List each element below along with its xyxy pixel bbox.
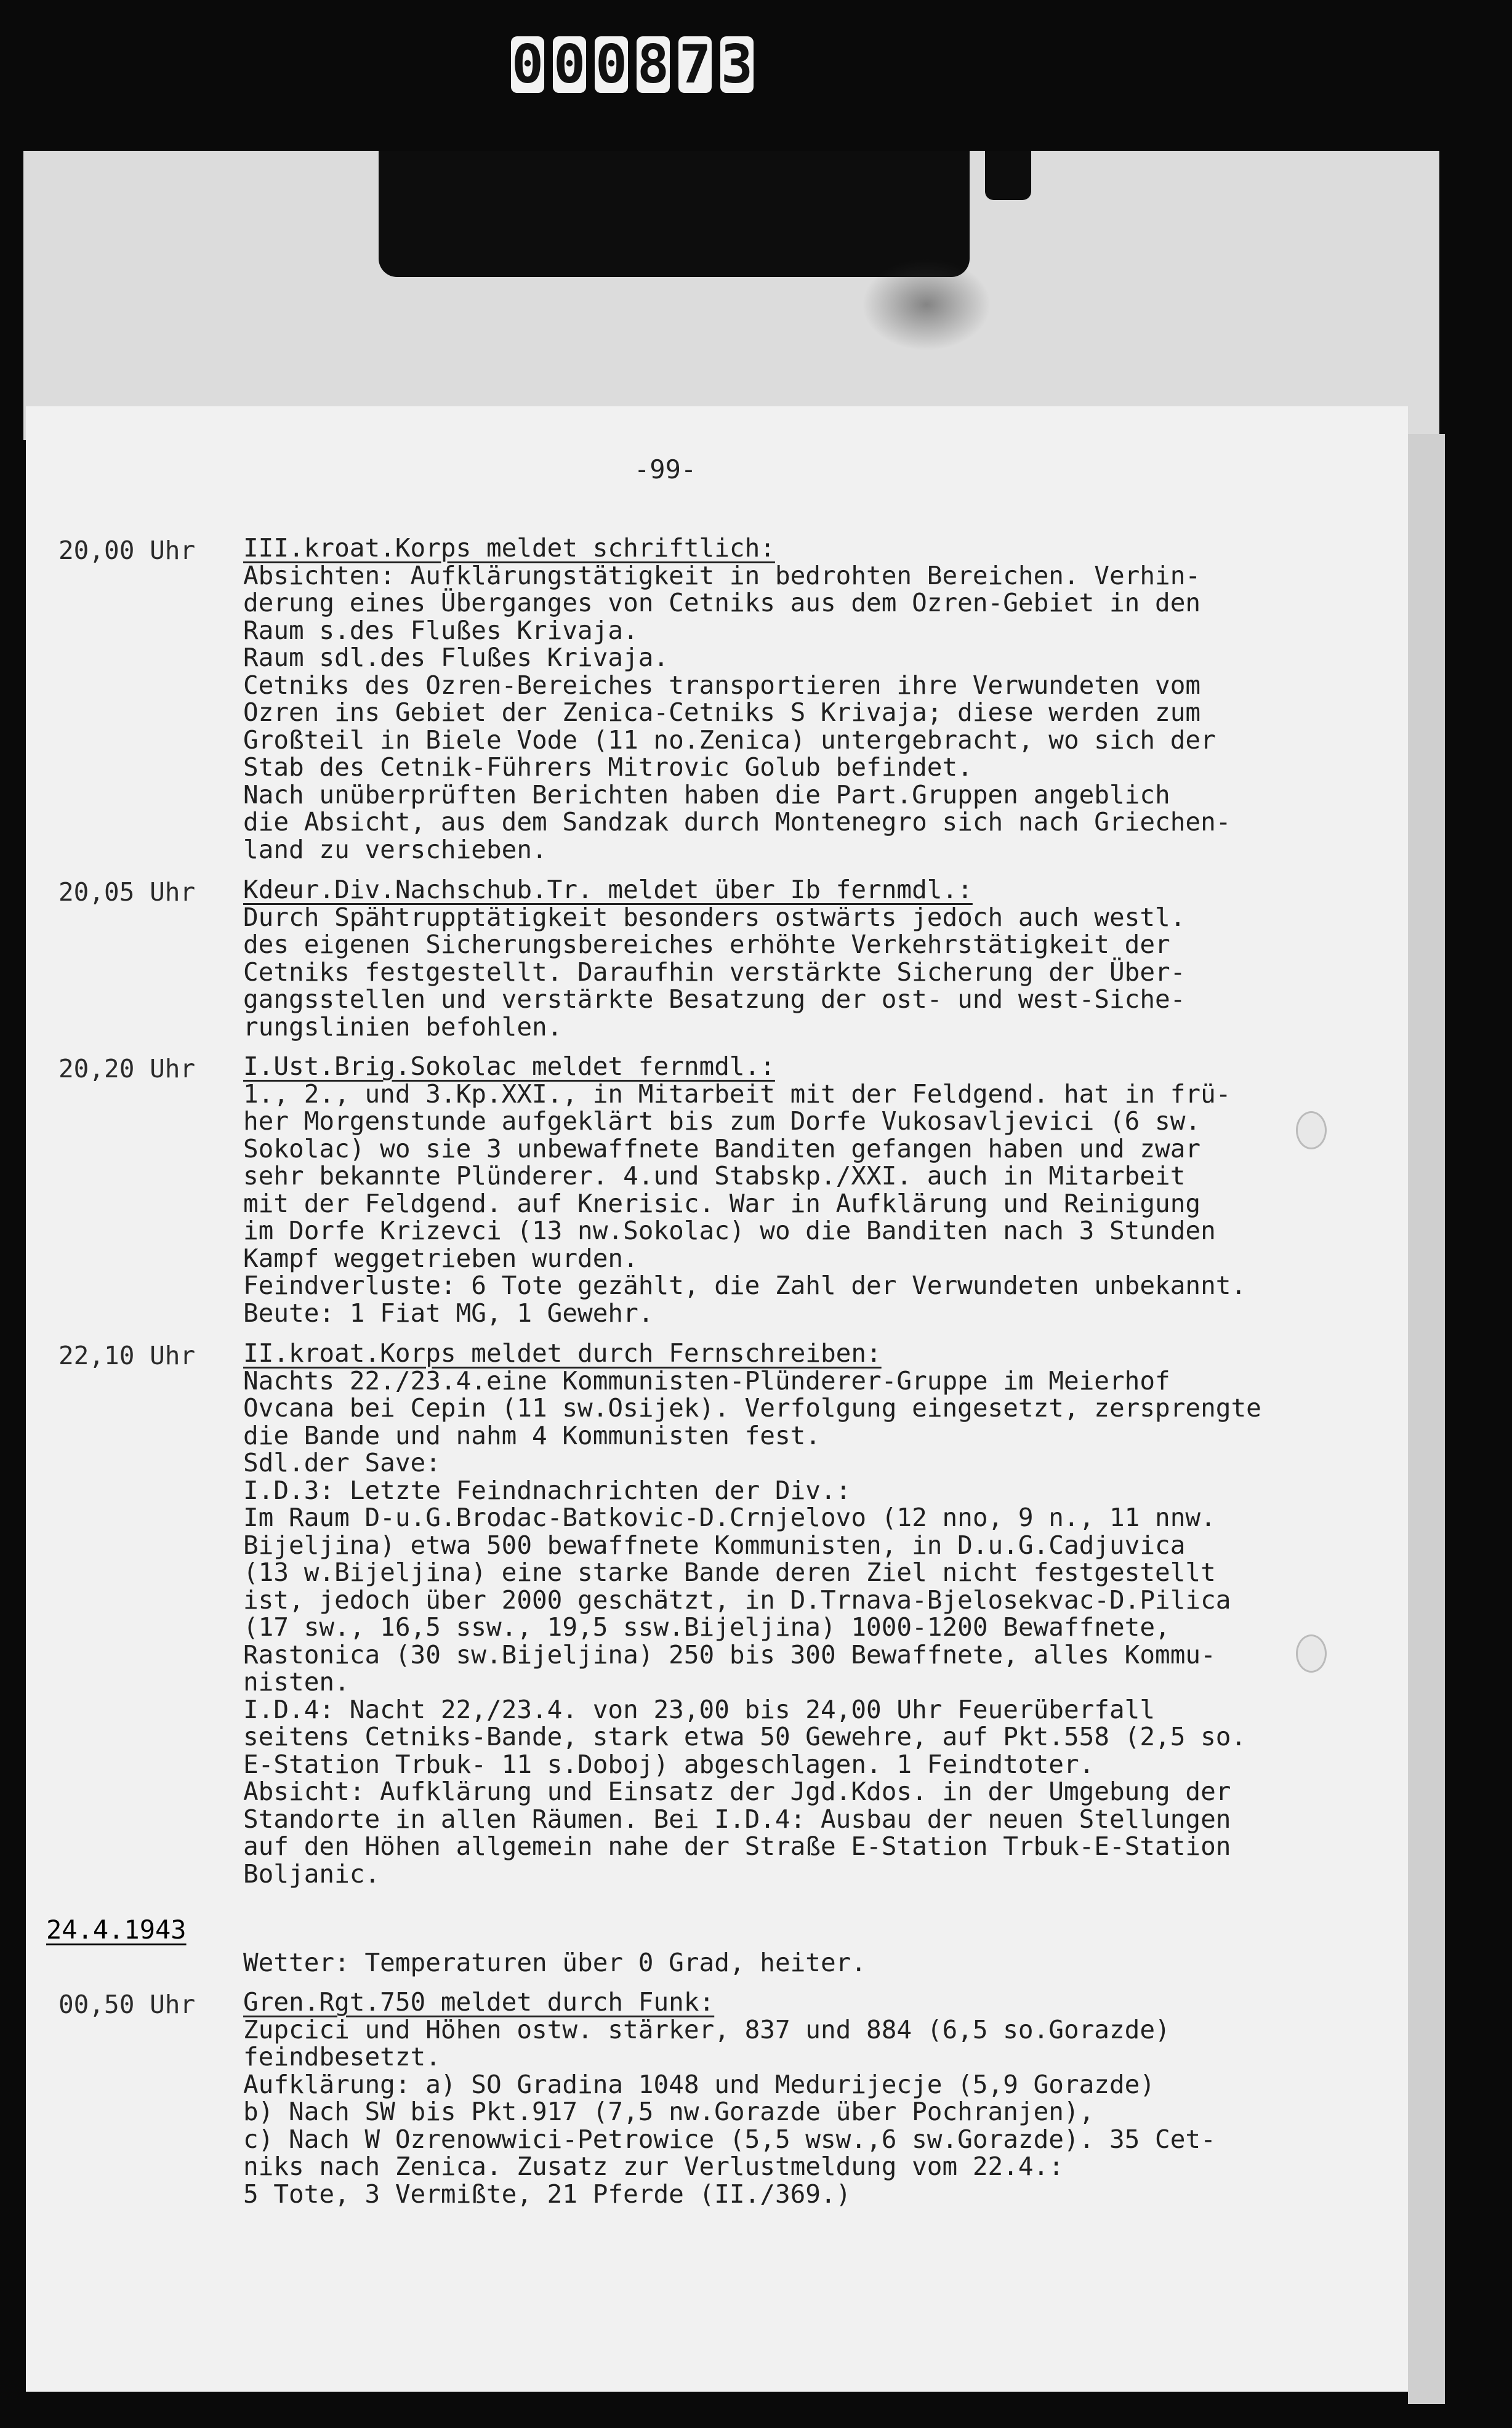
entry-line: Im Raum D-u.G.Brodac-Batkovic-D.Crnjelovo (12 nno, 9 n., 11 nnw. (243, 1503, 1216, 1532)
entry-line: Aufklärung: a) SO Gradina 1048 und Medurijecje (5,9 Gorazde) (243, 2069, 1156, 2099)
entry-line: I.D.3: Letzte Feindnachrichten der Div.: (243, 1475, 851, 1505)
entry-line: b) Nach SW bis Pkt.917 (7,5 nw.Gorazde über Pochranjen), (243, 2097, 1095, 2126)
entry-heading: I.Ust.Brig.Sokolac meldet fernmdl.: (243, 1051, 775, 1081)
serial-digit: 7 (679, 34, 711, 95)
entry-line: Rastonica (30 sw.Bijeljina) 250 bis 300 Bewaffnete, alles Kommu- (243, 1639, 1216, 1670)
entry-line: mit der Feldgend. auf Knerisic. War in Aufklärung und Reinigung (243, 1188, 1201, 1218)
entry-line: Beute: 1 Fiat MG, 1 Gewehr. (243, 1298, 654, 1328)
page-number: -99- (634, 454, 697, 484)
entry-line: derung eines Überganges von Cetniks aus dem Ozren-Gebiet in den (243, 588, 1201, 617)
entry-line: ist, jedoch über 2000 geschätzt, in D.Trnava-Bjelosekvac-D.Pilica (243, 1585, 1231, 1615)
entry-line: Bijeljina) etwa 500 bewaffnete Kommunisten, in D.u.G.Cadjuvica (243, 1530, 1186, 1560)
entry-line: Kampf weggetrieben wurden. (243, 1243, 638, 1273)
entry-time: 22,10 Uhr (58, 1341, 196, 1370)
entry-line: Großteil in Biele Vode (11 no.Zenica) untergebracht, wo sich der (243, 725, 1216, 755)
entry-line: Cetniks des Ozren-Bereiches transportieren ihre Verwundeten vom (243, 670, 1201, 700)
entry-line: 5 Tote, 3 Vermißte, 21 Pferde (II./369.) (243, 2179, 851, 2209)
serial-digit: 0 (553, 34, 585, 95)
entry-line: c) Nach W Ozrenowwici-Petrowice (5,5 wsw.,6 sw.Gorazde). 35 Cet- (243, 2124, 1216, 2154)
entry-line: Durch Spähtrupptätigkeit besonders ostwärts jedoch auch westl. (243, 902, 1186, 932)
serial-digit: 0 (512, 34, 544, 95)
entry-line: Standorte in allen Räumen. Bei I.D.4: Ausbau der neuen Stellungen (243, 1804, 1231, 1834)
entry-line: Raum sdl.des Flußes Krivaja. (243, 643, 669, 672)
entry-line: sehr bekannte Plünderer. 4.und Stabskp./XXI. auch in Mitarbeit (243, 1161, 1186, 1191)
entry-line: Feindverluste: 6 Tote gezählt, die Zahl der Verwundeten unbekannt. (243, 1271, 1247, 1300)
entry-line: her Morgenstunde aufgeklärt bis zum Dorfe Vukosavljevici (6 sw. (243, 1106, 1201, 1136)
entry-time: 20,05 Uhr (58, 877, 196, 907)
entry-line: Sdl.der Save: (243, 1448, 441, 1477)
entry-line: seitens Cetniks-Bande, stark etwa 50 Gewehre, auf Pkt.558 (2,5 so. (243, 1722, 1247, 1751)
entry-line: (13 w.Bijeljina) eine starke Bande deren Ziel nicht festgestellt (243, 1558, 1216, 1587)
entry-time: 20,00 Uhr (58, 536, 196, 565)
entry-line: Raum s.des Flußes Krivaja. (243, 615, 638, 645)
entry-line: Ozren ins Gebiet der Zenica-Cetniks S Krivaja; diese werden zum (243, 697, 1201, 727)
entry-line: (17 sw., 16,5 ssw., 19,5 ssw.Bijeljina) 1000-1200 Bewaffnete, (243, 1612, 1170, 1642)
entry-line: auf den Höhen allgemein nahe der Straße E-Station Trbuk-E-Station (243, 1831, 1231, 1861)
entry-line: Nach unüberprüften Berichten haben die Part.Gruppen angeblich (243, 779, 1170, 810)
date-heading: 24.4.1943 (46, 1915, 187, 1945)
entry-time: 20,20 Uhr (58, 1054, 196, 1083)
entry-line: 1., 2., und 3.Kp.XXI., in Mitarbeit mit der Feldgend. hat in frü- (243, 1079, 1231, 1109)
entry-line: E-Station Trbuk- 11 s.Doboj) abgeschlagen. 1 Feindtoter. (243, 1749, 1095, 1779)
entry-line: feindbesetzt. (243, 2042, 441, 2072)
entry-line: des eigenen Sicherungsbereiches erhöhte Verkehrstätigkeit der (243, 930, 1170, 959)
entry-line: nisten. (243, 1667, 350, 1697)
entry-line: die Bande und nahm 4 Kommunisten fest. (243, 1420, 821, 1450)
entry-line: Wetter: Temperaturen über 0 Grad, heiter. (243, 1948, 867, 1977)
entry-line: niks nach Zenica. Zusatz zur Verlustmeldung vom 22.4.: (243, 2152, 1064, 2181)
entry-line: Stab des Cetnik-Führers Mitrovic Golub befindet. (243, 752, 973, 782)
entry-line: Absichten: Aufklärungstätigkeit in bedrohten Bereichen. Verhin- (243, 560, 1201, 590)
entry-line: die Absicht, aus dem Sandzak durch Montenegro sich nach Griechen- (243, 807, 1231, 837)
entry-line: I.D.4: Nacht 22,/23.4. von 23,00 bis 24,00 Uhr Feuerüberfall (243, 1694, 1156, 1724)
entry-line: rungslinien befohlen. (243, 1011, 563, 1042)
entry-line: Zupcici und Höhen ostw. stärker, 837 und 884 (6,5 so.Gorazde) (243, 2014, 1170, 2044)
serial-digit: 3 (721, 34, 753, 95)
entry-heading: Kdeur.Div.Nachschub.Tr. meldet über Ib fernmdl.: (243, 875, 973, 904)
entry-line: gangsstellen und verstärkte Besatzung der ost- und west-Siche- (243, 984, 1186, 1014)
entry-time: 00,50 Uhr (58, 1990, 196, 2019)
entry-line: land zu verschieben. (243, 834, 547, 864)
entry-heading: Gren.Rgt.750 meldet durch Funk: (243, 1987, 715, 2017)
serial-digit: 0 (595, 34, 627, 95)
entry-line: im Dorfe Krizevci (13 nw.Sokolac) wo die Banditen nach 3 Stunden (243, 1216, 1216, 1245)
entry-heading: III.kroat.Korps meldet schriftlich: (243, 533, 775, 563)
entry-line: Boljanic. (243, 1859, 380, 1889)
entry-heading: II.kroat.Korps meldet durch Fernschreiben: (243, 1338, 882, 1368)
entry-line: Nachts 22./23.4.eine Kommunisten-Plünderer-Gruppe im Meierhof (243, 1365, 1170, 1396)
entry-line: Ovcana bei Cepin (11 sw.Osijek). Verfolgung eingesetzt, zersprengte (243, 1393, 1261, 1423)
serial-digit: 8 (637, 34, 669, 95)
entry-line: Cetniks festgestellt. Daraufhin verstärkte Sicherung der Über- (243, 957, 1186, 987)
entry-line: Absicht: Aufklärung und Einsatz der Jgd.Kdos. in der Umgebung der (243, 1777, 1231, 1806)
entry-line: Sokolac) wo sie 3 unbewaffnete Banditen gefangen haben und zwar (243, 1133, 1201, 1164)
